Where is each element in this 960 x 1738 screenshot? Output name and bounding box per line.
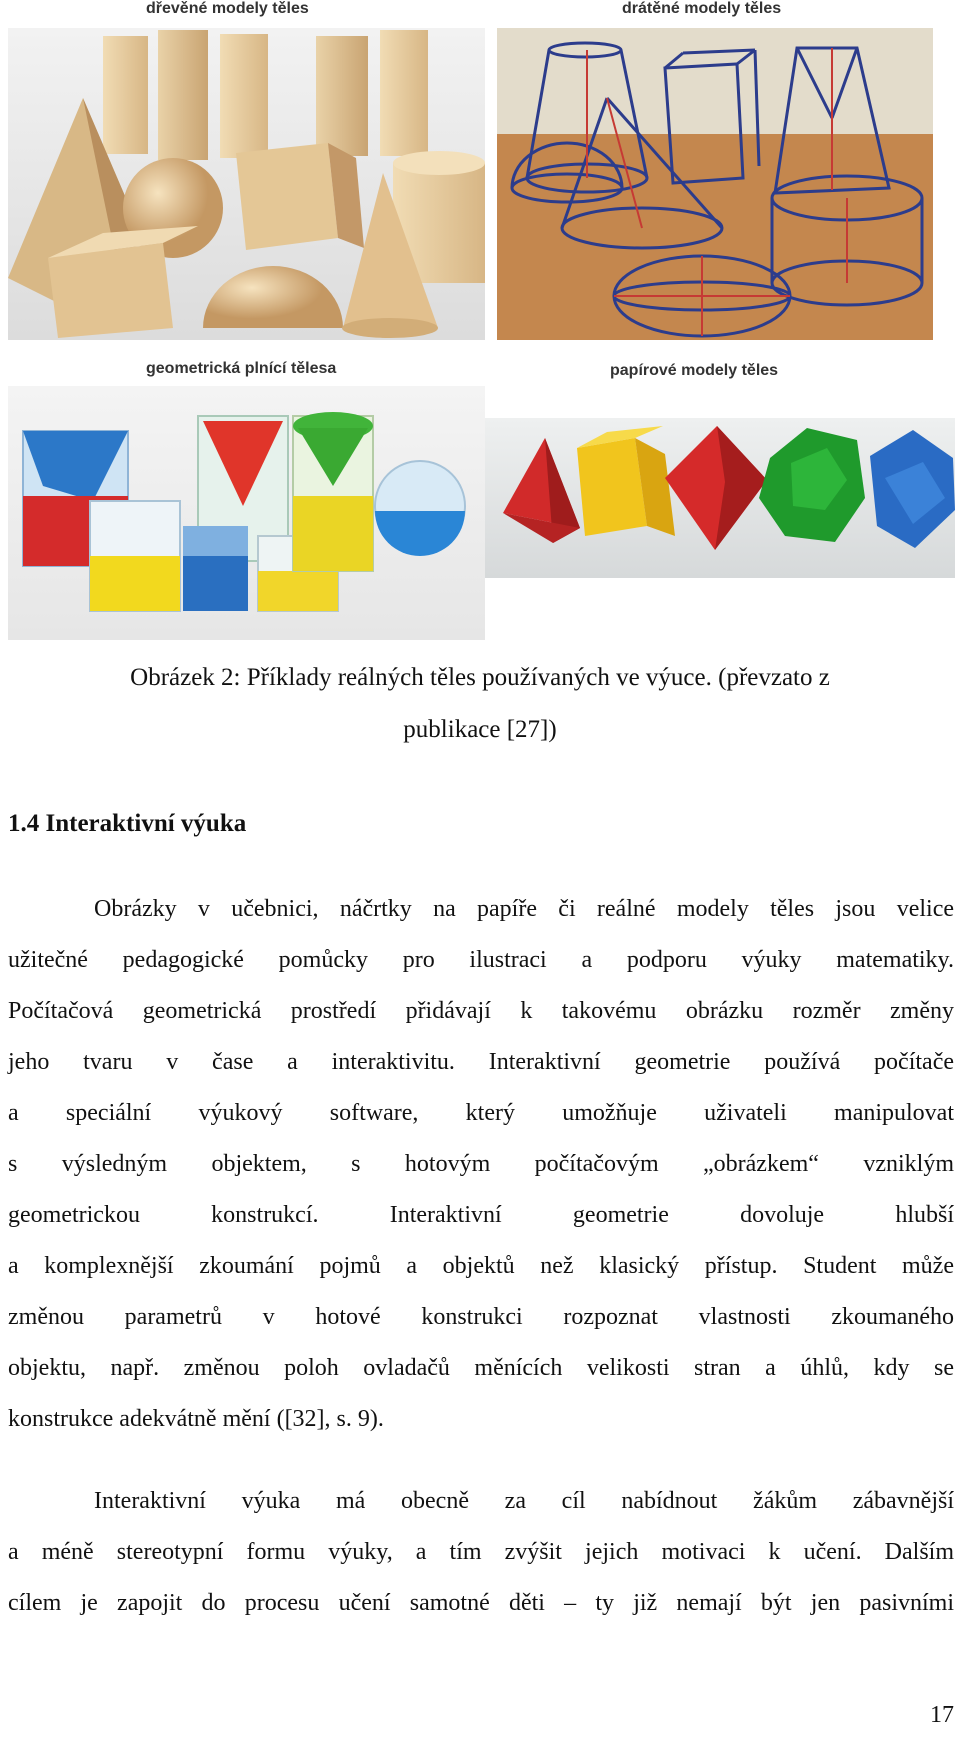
caption-line: Obrázek 2: Příklady reálných těles používaných ve výuce. (převzato z [130,664,830,691]
text-line: geometrickou konstrukcí. Interaktivní geometrie dovoluje hlubší [8,1202,954,1228]
text-line: Počítačová geometrická prostředí přidávají k takovému obrázku rozměr změny [8,998,954,1024]
figure-caption [0,652,960,756]
wooden-models-illustration [8,28,485,340]
photo-wooden-models [8,28,485,340]
text-line: a speciální výukový software, který umožňuje uživateli manipulovat [8,1100,954,1126]
page-number: 17 [930,1702,954,1728]
text-line: jeho tvaru v čase a interaktivitu. Interaktivní geometrie používá počítače [8,1049,954,1075]
text-line: s výsledným objektem, s hotovým počítačovým „obrázkem“ vzniklým [8,1151,954,1177]
photo-paper-models [485,418,955,578]
label-wooden-models: dřevěné modely těles [146,0,309,17]
label-wire-models: drátěné modely těles [622,0,782,17]
text-line: konstrukce adekvátně mění ([32], s. 9). [8,1406,384,1432]
section-heading: 1.4 Interaktivní výuka [8,810,247,837]
photo-fillable-solids [8,386,485,640]
label-fillable-solids: geometrická plnící tělesa [146,360,337,377]
caption-line: publikace [27]) [403,716,557,743]
label-paper-models: papírové modely těles [610,362,779,379]
text-line: a méně stereotypní formu výuky, a tím zvýšit jejich motivaci k učení. Dalším [8,1539,954,1565]
text-line: změnou parametrů v hotové konstrukci rozpoznat vlastnosti zkoumaného [8,1304,954,1330]
wire-models-illustration [497,28,933,340]
text-line: užitečné pedagogické pomůcky pro ilustraci a podporu výuky matematiky. [8,947,954,973]
text-line: objektu, např. změnou poloh ovladačů měnících velikosti stran a úhlů, kdy se [8,1355,954,1381]
paper-models-illustration [485,418,955,578]
text-line: Obrázky v učebnici, náčrtky na papíře či reálné modely těles jsou velice [94,896,954,922]
paragraph-2 [8,1476,954,1629]
paragraph-1 [8,884,954,1445]
photo-wire-models [497,28,933,340]
fillable-solids-illustration [8,386,485,640]
text-line: a komplexnější zkoumání pojmů a objektů než klasický přístup. Student může [8,1253,954,1279]
text-line: cílem je zapojit do procesu učení samotné děti – ty již nemají být jen pasivními [8,1590,954,1616]
text-line: Interaktivní výuka má obecně za cíl nabídnout žákům zábavnější [94,1488,954,1514]
